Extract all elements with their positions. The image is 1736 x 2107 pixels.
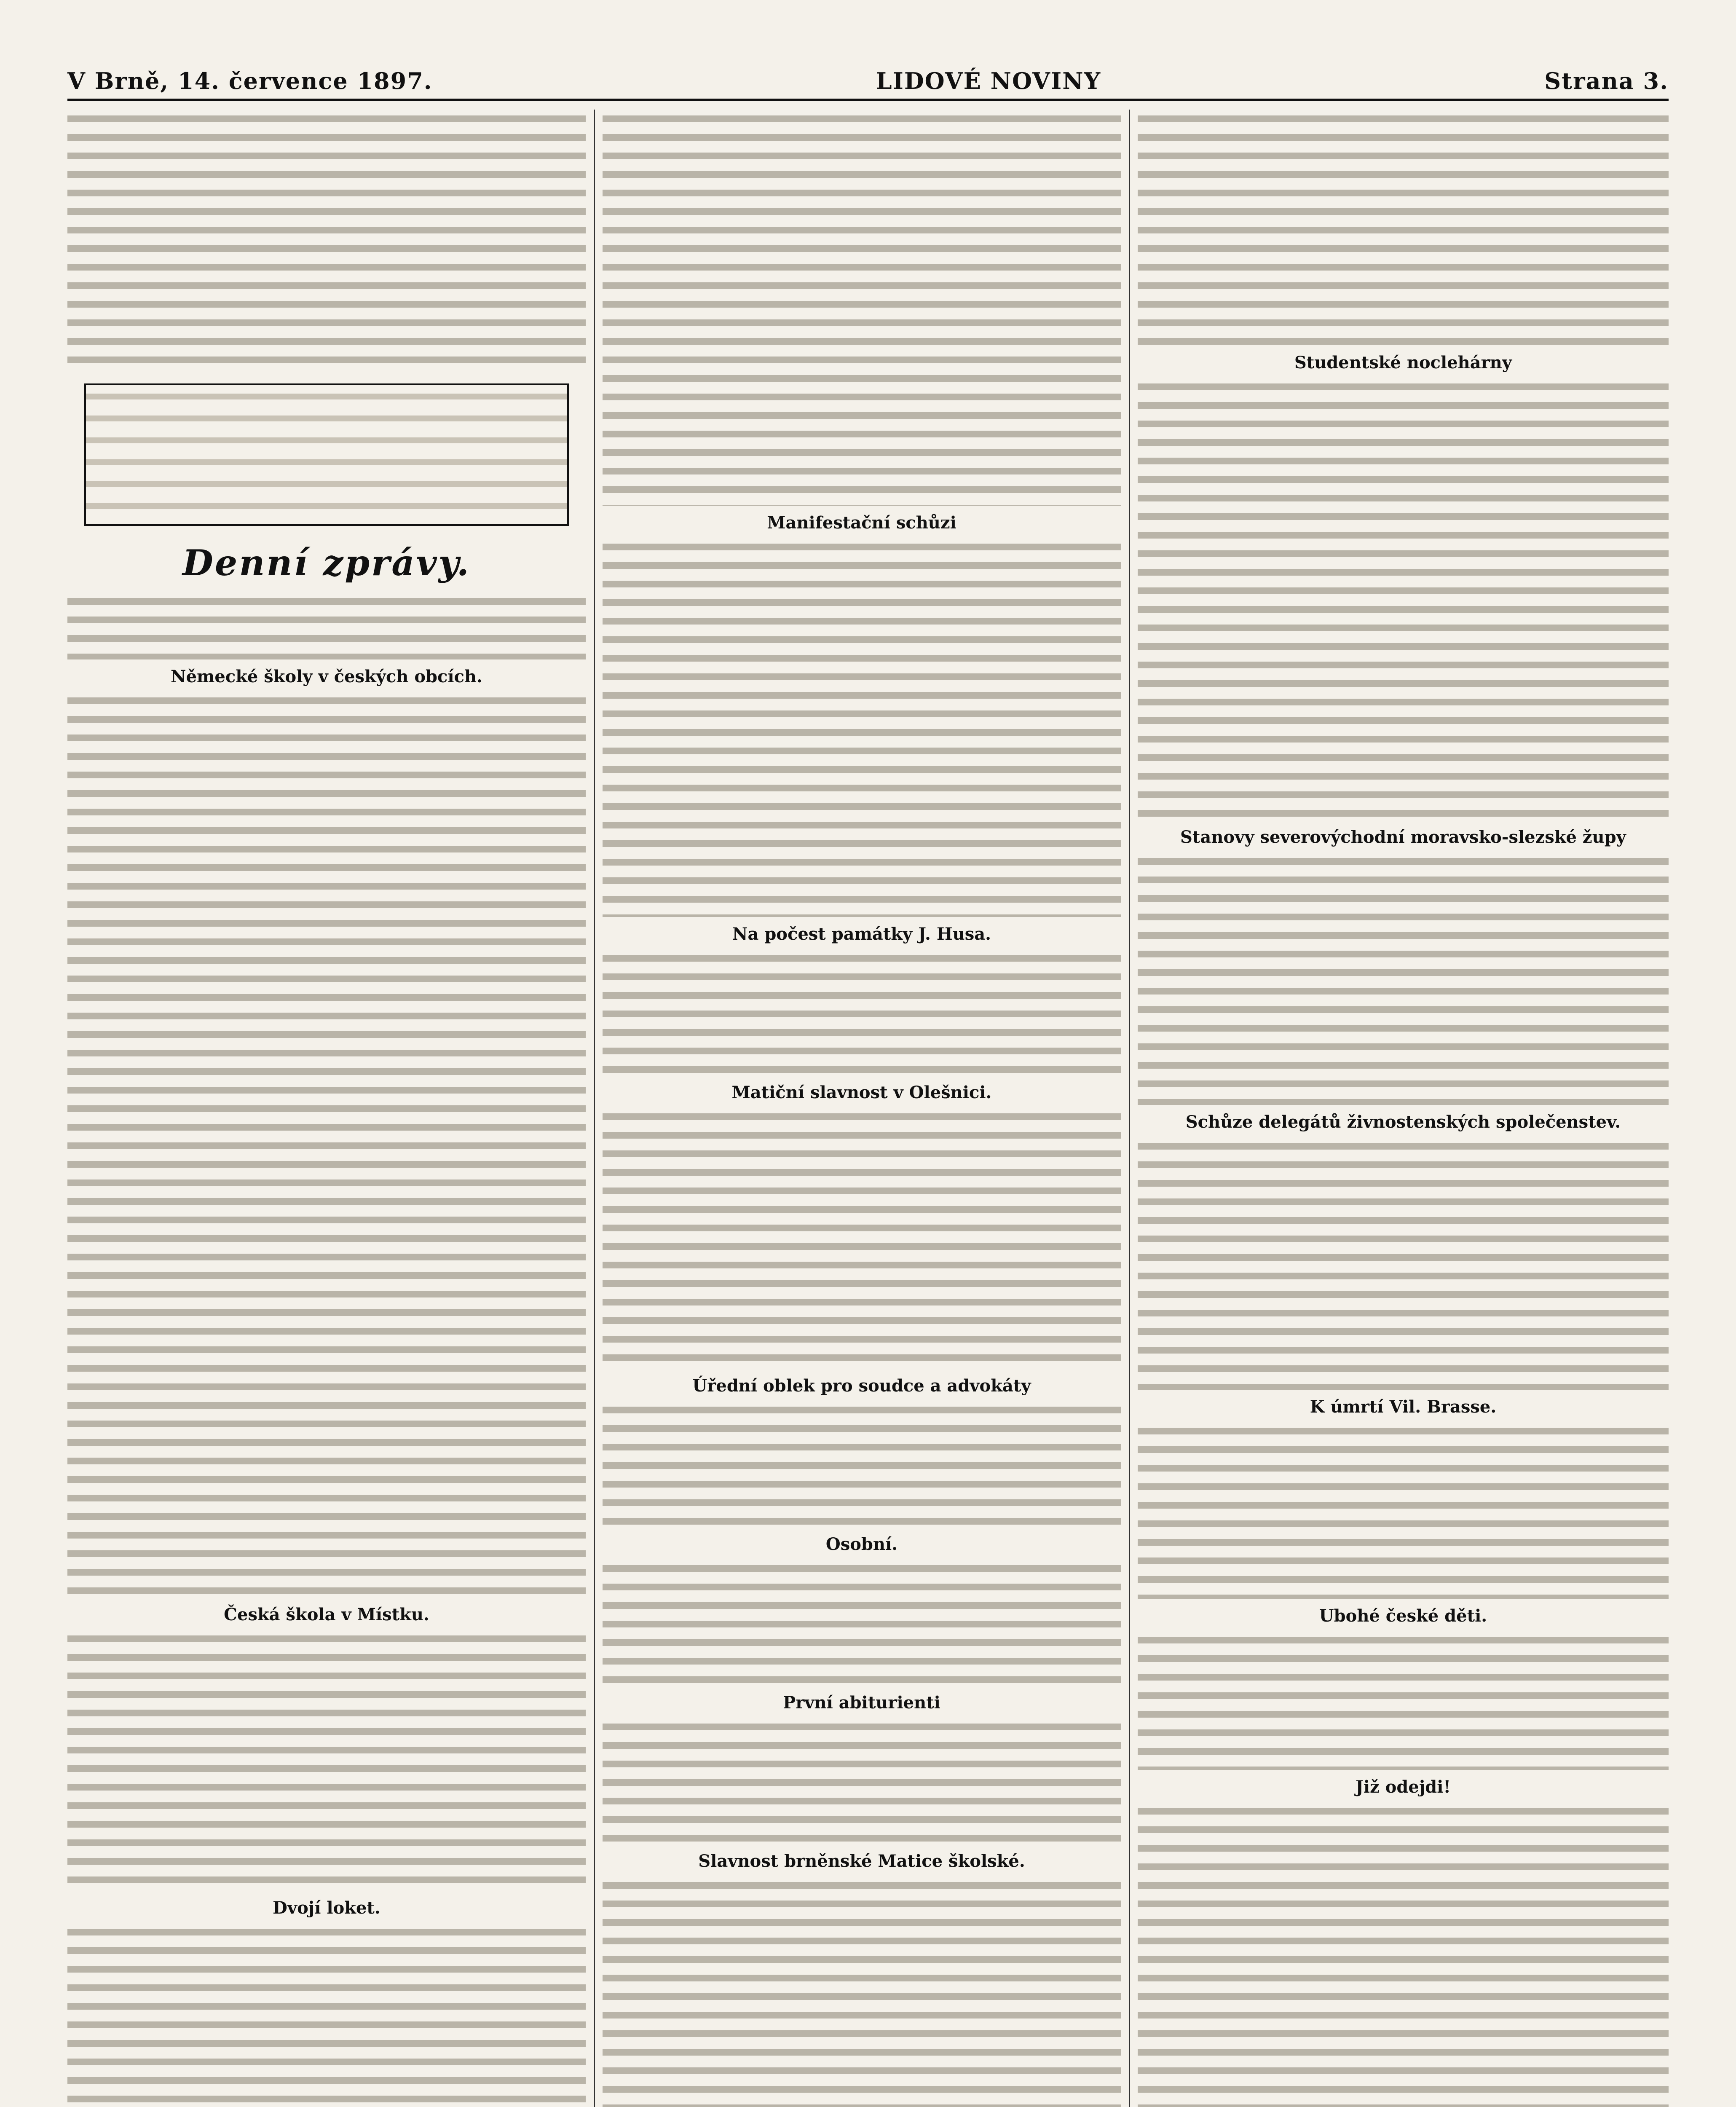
article-heading: Dvojí loket. bbox=[273, 1898, 380, 1918]
text-block bbox=[1138, 378, 1669, 820]
text-block bbox=[603, 1401, 1121, 1527]
column-3 bbox=[1138, 110, 1669, 2107]
text-block bbox=[603, 1559, 1121, 1686]
article-heading: Manifestační schůzi bbox=[767, 513, 956, 533]
text-block bbox=[1138, 1137, 1669, 1390]
article-heading: Studentské noclehárny bbox=[1294, 353, 1512, 373]
masthead-page: Strana 3. bbox=[1544, 67, 1669, 94]
text-block bbox=[1138, 1422, 1669, 1599]
text-block bbox=[603, 1876, 1121, 2107]
text-block bbox=[1138, 852, 1669, 1105]
masthead-title: LIDOVÉ NOVINY bbox=[876, 67, 1101, 94]
text-block bbox=[603, 1107, 1121, 1369]
column-rule bbox=[594, 110, 595, 2107]
article-heading: Úřední oblek pro soudce a advokáty bbox=[692, 1376, 1031, 1396]
article-heading: Ubohé české děti. bbox=[1319, 1606, 1487, 1626]
masthead bbox=[67, 63, 1669, 101]
article-heading: Osobní. bbox=[825, 1534, 898, 1554]
text-block bbox=[1138, 1802, 1669, 2107]
text-block bbox=[603, 110, 1121, 506]
article-heading: Česká škola v Místku. bbox=[224, 1604, 429, 1624]
text-block bbox=[603, 1718, 1121, 1844]
newspaper-page bbox=[67, 63, 1669, 2107]
masthead-date: V Brně, 14. července 1897. bbox=[67, 67, 433, 94]
text-block bbox=[67, 1630, 586, 1891]
column-1 bbox=[67, 110, 586, 2107]
article-heading: Na počest památky J. Husa. bbox=[732, 924, 991, 944]
text-block bbox=[603, 538, 1121, 917]
article-heading: K úmrtí Vil. Brasse. bbox=[1310, 1397, 1497, 1417]
subscription-notice bbox=[84, 383, 569, 526]
article-heading: Již odejdi! bbox=[1355, 1777, 1451, 1797]
column-2 bbox=[603, 110, 1121, 2107]
article-heading: Matiční slavnost v Olešnici. bbox=[731, 1083, 992, 1102]
article-heading: Německé školy v českých obcích. bbox=[171, 666, 482, 686]
text-block bbox=[1138, 110, 1669, 346]
column-rule bbox=[1129, 110, 1130, 2107]
text-block bbox=[1138, 1631, 1669, 1770]
text-block bbox=[603, 949, 1121, 1075]
text-block bbox=[67, 110, 586, 371]
article-heading: Schůze delegátů živnostenských společenstev. bbox=[1185, 1112, 1621, 1132]
section-title: Denní zprávy. bbox=[182, 542, 471, 584]
text-block bbox=[67, 1923, 586, 2107]
article-heading: Slavnost brněnské Matice školské. bbox=[698, 1851, 1025, 1871]
article-heading: Stanovy severovýchodní moravsko-slezské župy bbox=[1180, 827, 1626, 847]
text-block bbox=[67, 692, 586, 1598]
text-block bbox=[67, 592, 586, 659]
article-heading: První abiturienti bbox=[783, 1693, 940, 1713]
